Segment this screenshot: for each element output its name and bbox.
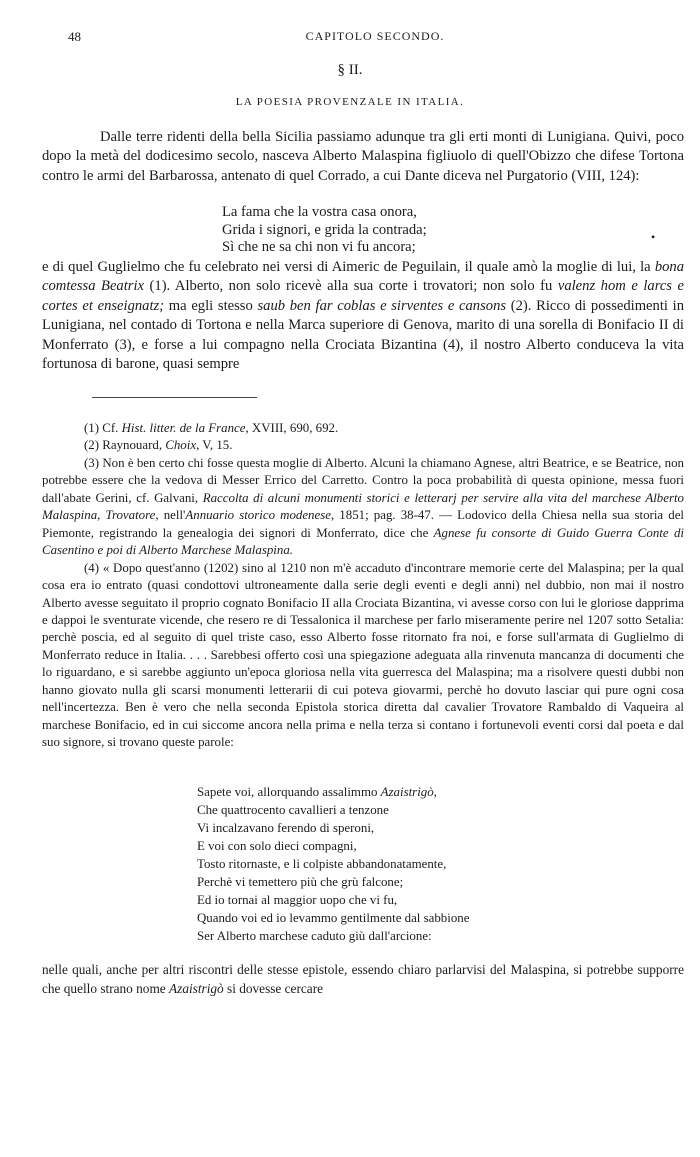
text-run: Ed io tornai al maggior uopo che vi fu,	[197, 893, 398, 907]
footnote-4-continuation	[42, 960, 684, 998]
italic-run: Annuario storico modenese	[185, 508, 331, 523]
footnote-divider	[92, 397, 257, 398]
verse-line	[197, 837, 667, 855]
verse-line	[197, 927, 667, 945]
text-run: , 1851; pag. 38-47. — Lodovico della Chiesa nella sua storia del Piemonte, registrando la genealogia dei signori di Monferrato, dice che	[42, 508, 685, 540]
text-run: e di quel Guglielmo che fu celebrato nei versi di Aimeric de Peguilain, il quale amò la moglie di lui, la	[42, 259, 655, 275]
footnote-3	[42, 455, 684, 560]
text-run: (2). Ricco di possedimenti in Lunigiana, nel contado di Tortona e nella Marca superiore di Genova, marito di una sorella di Bonifacio II di Monferrato (3), e forse a lui compagno nella Crociata Bizantina (4), il nostro Alberto conduceva la vita fortunosa di barone, quasi sempre	[42, 297, 684, 373]
text-run: nelle quali, anche per altri riscontri delle stesse epistole, essendo chiaro parlarvisi del Malaspina, si potrebbe supporre che quello strano nome	[42, 962, 684, 996]
verse-line: Sì che ne sa chi non vi fu ancora;	[222, 239, 416, 255]
verse-line	[197, 819, 667, 837]
italic-run: Azaistrigò	[380, 785, 434, 799]
paragraph-text: Dalle terre ridenti della bella Sicilia passiamo adunque tra gli erti monti di Lunigiana. Quivi, poco dopo la metà del dodicesimo secolo, nasceva Alberto Malaspina figliuolo di quell'Obizzo che difese Tortona contro le armi del Barbarossa, antenato di quel Corrado, a cui Dante diceva nel Purgatorio (VIII, 124):	[42, 129, 684, 184]
text-run: si dovesse cercare	[223, 981, 324, 996]
verse-line	[197, 909, 667, 927]
verse-line	[197, 801, 667, 819]
text-run: (1). Alberto, non solo ricevè alla sua corte i trovatori; non solo fu	[144, 278, 558, 295]
footnote-4: (4) « Dopo quest'anno (1202) sino al 1210 non m'è accaduto d'incontrare memorie certe del Malaspina; per la qual cosa era io entrato (quasi condottovi ultroneamente dalla serie degli eventi e degli anni) nel dubbio, non mai il nostro Alberto avesse seguitato il proprio cognato Bonifacio II alla Crociata Bizantina, vi avesse corso con lui le gloriose dapprima e dappoi le sventurate vicende, che resero re di Tessalonica il marchese per farlo miseramente perire nel 1207 sotto Setalia: perchè poscia, ed al seguito di quel triste caso, esso Alberto fosse ritornato fra noi, e forse sull'armata di Guglielmo di Monferrato reduce in Italia. . . . Sarebbesi offerto così una spiegazione adeguata alla rinvenuta mancanza di documenti che lo riguardano, e si sarebbe aggiunto un'epoca gloriosa nella vita guerresca del Malaspina; ma a risolvere questi dubbi non hanno giovato nulla gli scarsi monumenti letterarii di cui poteva giovarmi, perchè ho dovuto lasciar qui pure ogni cosa nell'incertezza. Ben è vero che nella seconda Epistola storica diretta dal cavalier Trovatore Rambaldo di Vaqueira al marchese Bonifacio, ed in cui siccome ancora nella prima e nella terza si contano i fortunevoli eventi corsi dal poeta e dal suo signore, si trovano queste parole:	[42, 560, 684, 750]
text-run: Ser Alberto marchese caduto giù dall'arcione:	[197, 929, 432, 943]
paragraph-text	[42, 258, 684, 374]
footnotes	[42, 420, 684, 752]
text-run: , V, 15.	[196, 438, 233, 453]
section-number: § II.	[337, 62, 363, 78]
running-header	[68, 29, 682, 47]
italic-run: Agnese fu consorte di Guido Guerra Conte di Casentino e poi di Alberto Marchese Malaspina.	[42, 525, 684, 558]
chapter-running-head: CAPITOLO SECONDO.	[305, 29, 445, 43]
text-run: Che quattrocento cavallieri a tenzone	[197, 803, 389, 817]
text-run: ,	[433, 785, 437, 799]
page-number: 48	[68, 29, 81, 44]
italic-run: saub ben far coblas e sirventes e cansons	[257, 297, 507, 314]
verse-line: Grida i signori, e grida la contrada;	[222, 221, 427, 238]
footnote-1	[42, 420, 684, 437]
verse-line	[197, 783, 667, 801]
text-run: E voi con solo dieci compagni,	[197, 839, 357, 853]
text-run: , XVIII, 690, 692.	[245, 421, 339, 435]
text-run: Vi incalzavano ferendo di speroni,	[197, 821, 375, 835]
verse-line	[197, 855, 667, 873]
text-run: (2) Raynouard,	[84, 438, 166, 453]
text-run: Tosto ritornaste, e li colpiste abbandonatamente,	[197, 857, 447, 871]
italic-run: valenz hom e larcs e cortes et enseignatz;	[42, 278, 684, 314]
text-run: ma egli stesso	[164, 297, 258, 314]
margin-dot: •	[651, 230, 656, 244]
text-run: (3) Non è ben certo chi fosse questa moglie di Alberto. Alcuni la chiamano Agnese, altri Beatrice, e se Beatrice, non potrebbe essere che la vedova di Messer Errico del Carretto. Contro la poca probabilità di questa opinione, messa fuori dall'abate Gerini, cf. Galvani,	[42, 455, 684, 505]
text-run: (1) Cf.	[84, 421, 122, 435]
section-title: LA POESIA PROVENZALE IN ITALIA.	[235, 96, 465, 108]
italic-run: Azaistrigò	[169, 981, 224, 996]
footnote-2	[42, 437, 684, 454]
verse-line	[197, 873, 667, 891]
main-paragraph-2	[42, 258, 684, 374]
text-run: Sapete voi, allorquando assalimmo	[197, 785, 381, 799]
verse-line	[197, 891, 667, 909]
italic-run: bona comtessa Beatrix	[42, 259, 684, 295]
text-run: , nell'	[155, 508, 186, 523]
italic-run: Choix	[165, 438, 197, 453]
dante-verse	[222, 204, 642, 257]
text-run: Quando voi ed io levammo gentilmente dal sabbione	[197, 911, 470, 925]
troubadour-verse	[197, 783, 667, 945]
paragraph-text	[42, 960, 684, 998]
verse-line: La fama che la vostra casa onora,	[222, 204, 417, 220]
main-paragraph-1	[42, 128, 684, 186]
text-run: Perchè vi temettero più che grù falcone;	[197, 875, 404, 889]
italic-run: Raccolta di alcuni monumenti storici e letterarj per servire alla vita del marchese Alberto Malaspina, Trovatore	[42, 490, 684, 523]
italic-run: Hist. litter. de la France	[121, 421, 246, 435]
